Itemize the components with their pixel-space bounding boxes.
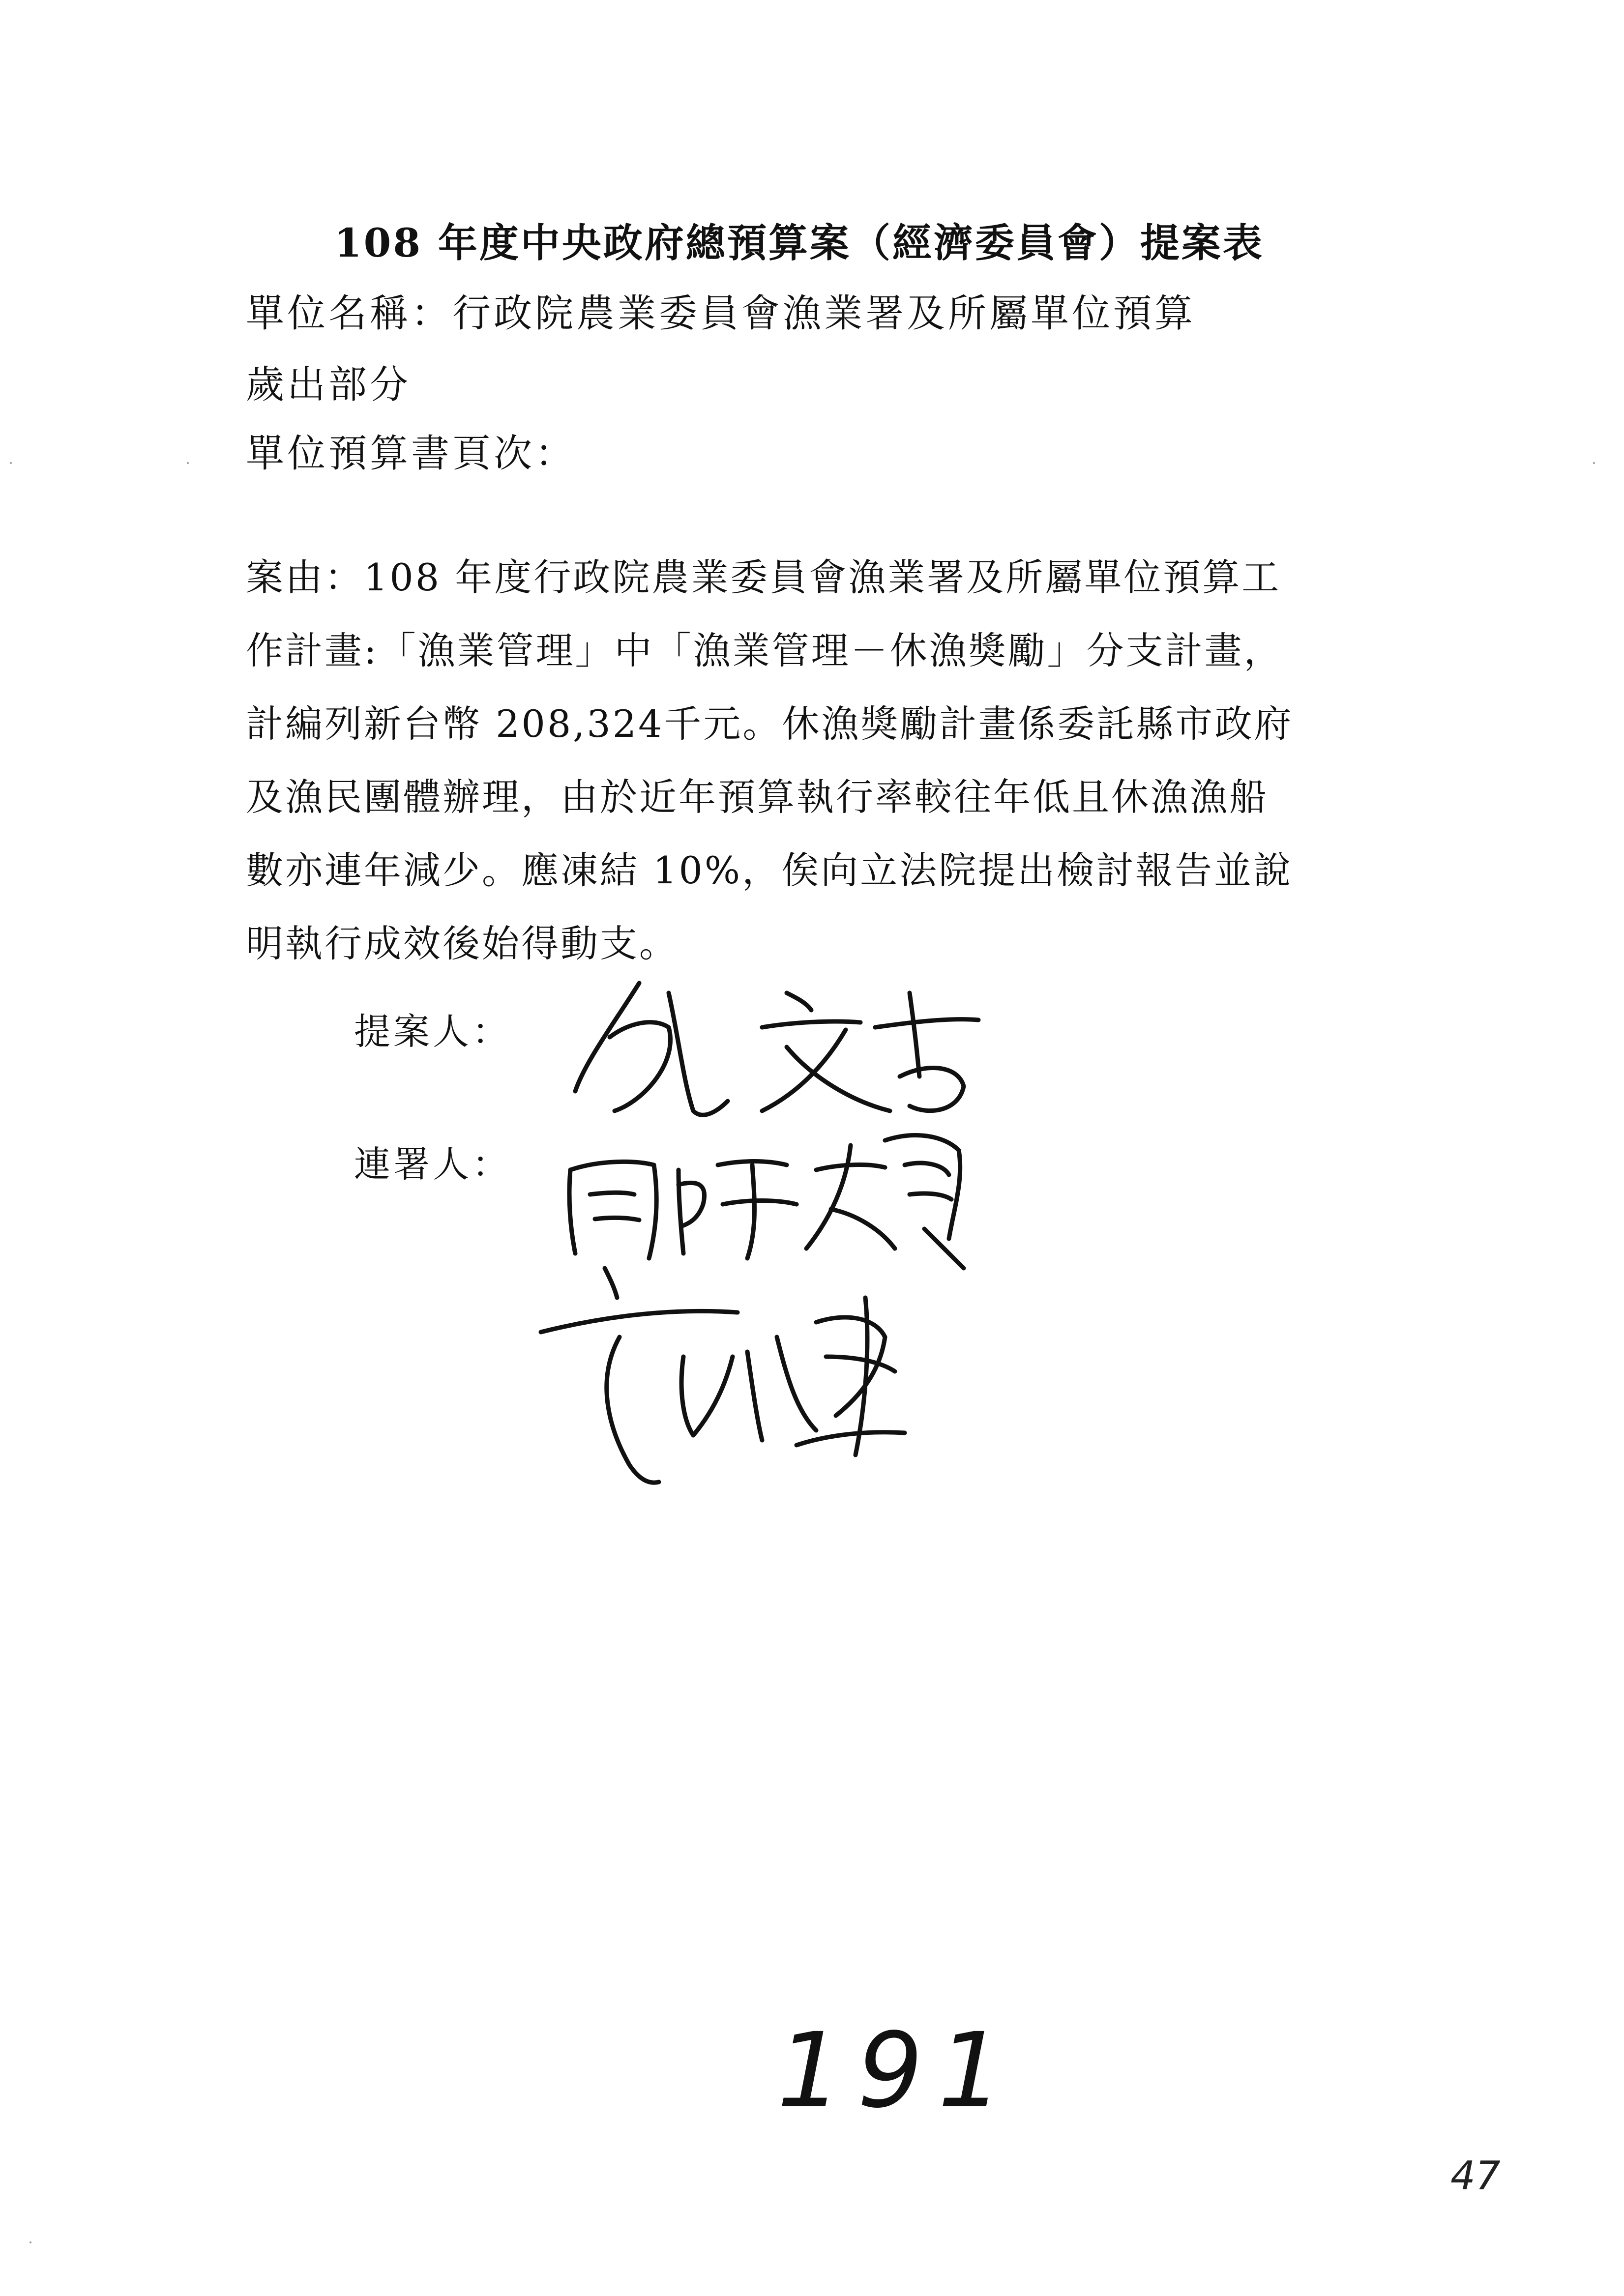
- cosigner-signature-2: [521, 1258, 944, 1494]
- body-line: 作計畫:「漁業管理」中「漁業管理－休漁獎勵」分支計畫，: [246, 629, 1283, 672]
- body-line: 案由：108 年度行政院農業委員會漁業署及所屬單位預算工: [246, 555, 1281, 599]
- page-reference-line: 單位預算書頁次：: [246, 432, 577, 476]
- proposer-signature: [556, 963, 998, 1126]
- cosigner-signature-1: [531, 1111, 983, 1273]
- cosigner-label: 連署人：: [354, 1143, 511, 1186]
- cosigner-signature-2-text: [521, 1494, 522, 1495]
- body-line: 及漁民團體辦理，由於近年預算執行率較往年低且休漁漁船: [246, 775, 1269, 819]
- body-line: 明執行成效後始得動支。: [246, 922, 679, 965]
- scan-speck: [10, 462, 12, 464]
- section-line: 歲出部分: [246, 363, 412, 407]
- proposal-body: [246, 541, 1391, 980]
- scan-speck: [30, 2241, 31, 2243]
- document-title: 108 年度中央政府總預算案（經濟委員會）提案表: [334, 220, 1264, 266]
- body-line: 數亦連年減少。應凍結 10%，俟向立法院提出檢討報告並說: [246, 848, 1293, 892]
- scan-speck: [1593, 462, 1595, 464]
- unit-name-line: 單位名稱：行政院農業委員會漁業署及所屬單位預算: [246, 291, 1196, 336]
- corner-page-number: 47: [1450, 2153, 1501, 2199]
- body-line: 計編列新台幣 208,324千元。休漁獎勵計畫係委託縣市政府: [246, 702, 1294, 746]
- proposer-label: 提案人：: [354, 1011, 511, 1053]
- handwritten-page-number: 191: [777, 2010, 1018, 2131]
- scan-speck: [187, 462, 189, 464]
